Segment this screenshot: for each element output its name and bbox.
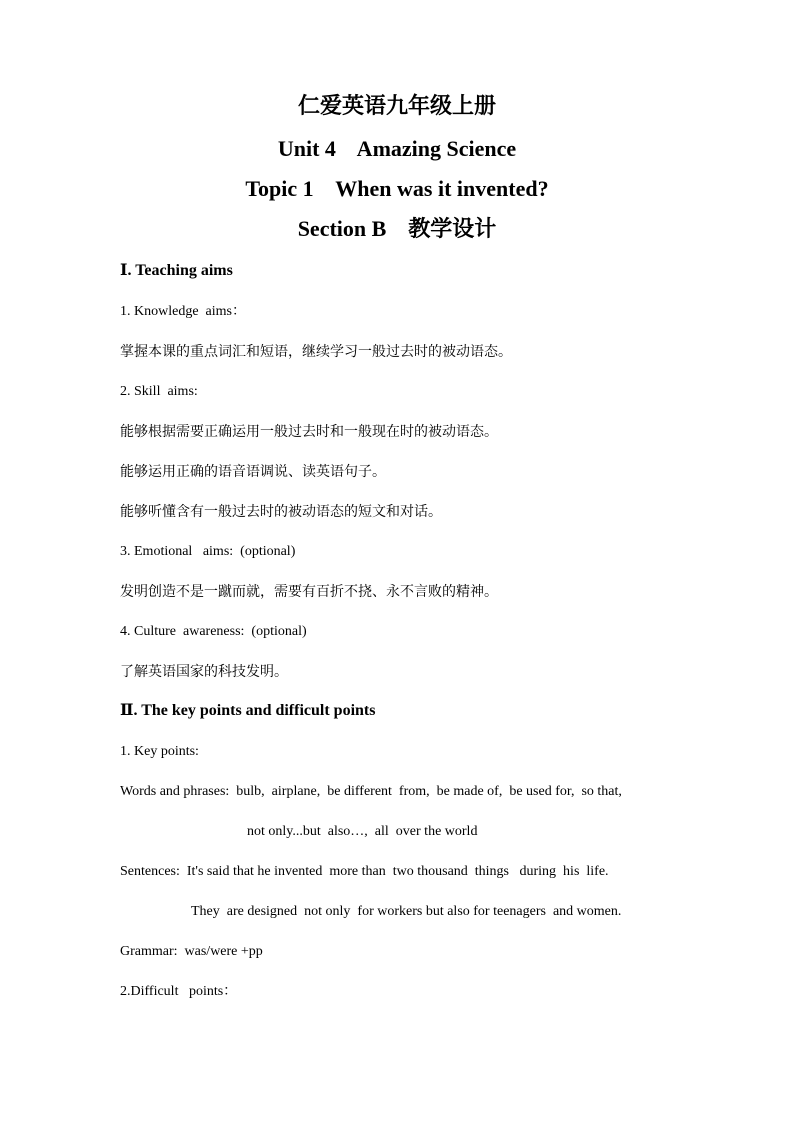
document-title: 仁爱英语九年级上册 [297,93,496,118]
teaching-aims-heading: Ⅰ. Teaching aims [120,262,233,279]
knowledge-aims-text: 掌握本课的重点词汇和短语，继续学习一般过去时的被动语态。 [120,344,512,360]
culture-awareness-text: 了解英语国家的科技发明。 [120,664,288,680]
unit-title: Unit 4 Amazing Science [277,136,517,161]
sentences-line-2: They are designed not only for workers but also for teenagers and women. [191,904,622,919]
skill-aims-text-1: 能够根据需要正确运用一般过去时和一般现在时的被动语态。 [120,424,498,440]
key-points-heading: Ⅱ. The key points and difficult points [120,702,376,719]
words-phrases-line-2: not only...but also…, all over the world [247,824,478,839]
section-title: Section B 教学设计 [297,216,497,241]
words-phrases-line-1: Words and phrases: bulb, airplane, be different from, be made of, be used for, so that, [120,784,622,799]
skill-aims-text-2: 能够运用正确的语音语调说、读英语句子。 [120,464,386,480]
emotional-aims-text: 发明创造不是一蹴而就，需要有百折不挠、永不言败的精神。 [120,584,498,600]
key-points-label: 1. Key points: [120,744,199,759]
knowledge-aims-label: 1. Knowledge aims： [120,304,246,319]
culture-awareness-label: 4. Culture awareness: (optional) [120,624,307,639]
topic-title: Topic 1 When was it invented? [245,176,549,201]
skill-aims-text-3: 能够听懂含有一般过去时的被动语态的短文和对话。 [120,504,442,520]
skill-aims-label: 2. Skill aims: [120,384,198,399]
sentences-line-1: Sentences: It's said that he invented more than two thousand things during his life. [120,864,609,879]
grammar-line: Grammar: was/were +pp [120,944,263,959]
emotional-aims-label: 3. Emotional aims: (optional) [120,544,296,559]
difficult-points-label: 2.Difficult points： [120,984,238,999]
